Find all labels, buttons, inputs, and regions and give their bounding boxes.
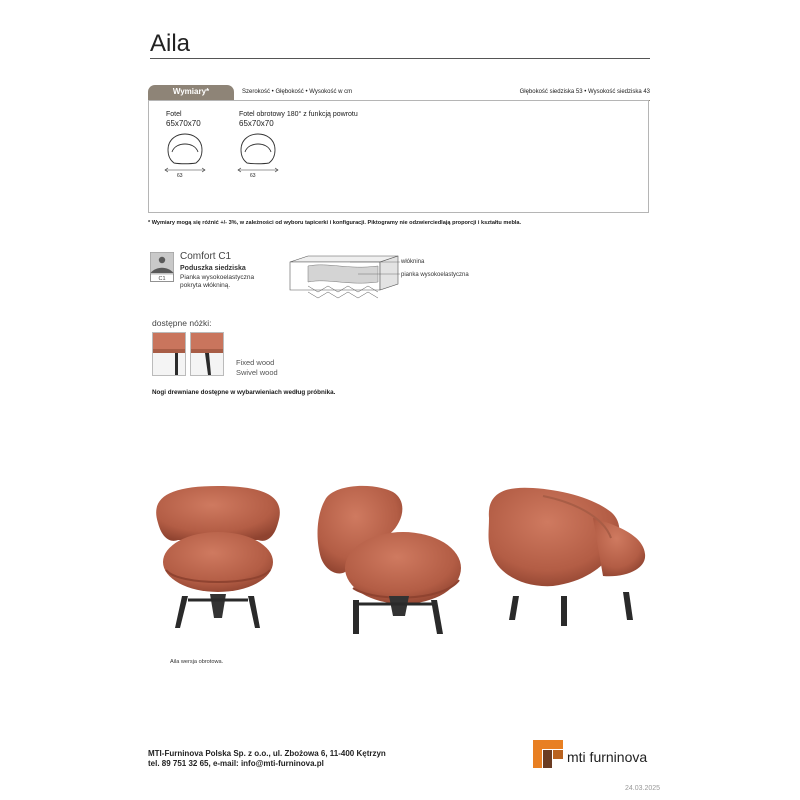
brand-name: mti furninova (567, 749, 648, 765)
comfort-icon-label: C1 (158, 276, 166, 282)
dimensions-box (148, 100, 649, 213)
product-size: 65x70x70 (166, 119, 201, 128)
legs-options (236, 358, 278, 378)
product-name: Fotel (166, 111, 182, 118)
document-date: 24.03.2025 (625, 785, 661, 792)
armchair-back-photo (489, 488, 646, 626)
comfort-title: Comfort C1 (180, 251, 232, 262)
leg-option-swivel-wood (190, 332, 224, 376)
width-mark: 63 (250, 173, 256, 179)
width-mark: 63 (177, 173, 183, 179)
mti-furninova-logo-icon (533, 740, 563, 768)
leg-option-label: Fixed wood (236, 358, 275, 367)
dimensions-tab: Wymiary* (148, 85, 234, 101)
footer-address: MTI-Furninova Polska Sp. z o.o., ul. Zbożowa 6, 11-400 Kętrzyn (148, 749, 386, 758)
leg-option-label: Swivel wood (236, 368, 278, 377)
product-size: 65x70x70 (239, 119, 274, 128)
armchair-pictogram-icon (160, 130, 210, 182)
cushion-layer-label: włóknina (401, 259, 425, 265)
cushion-cross-section-icon (288, 252, 403, 302)
cushion-layer-label: pianka wysokoelastyczna (401, 272, 469, 278)
swivel-armchair-pictogram-icon (233, 130, 283, 182)
seat-dimensions-label: Głębokość siedziska 53 • Wysokość siedziska 43 (519, 89, 650, 95)
footer-contact: tel. 89 751 32 65, e-mail: info@mti-furninova.pl (148, 759, 324, 768)
comfort-description: Pianka wysokoelastyczna pokryta włókniną. (180, 274, 255, 289)
armchair-front-photo (156, 486, 280, 628)
title-divider (150, 58, 650, 59)
photo-caption: Aila wersja obrotowa. (170, 659, 224, 665)
dimensions-units-label: Szerokość • Głębokość • Wysokość w cm (242, 89, 353, 95)
comfort-subtitle: Poduszka siedziska (180, 265, 246, 272)
dimensions-disclaimer: * Wymiary mogą się różnić +/- 3%, w zależności od wyboru tapicerki i konfiguracji. Piktogramy nie odzwierciedlają proporcji i kształtu mebla. (148, 220, 522, 226)
comfort-level-icon (150, 252, 174, 282)
leg-option-fixed-wood (152, 332, 186, 376)
page-title: Aila (150, 30, 191, 57)
armchair-side-photo (318, 486, 461, 634)
legs-note: Nogi drewniane dostępne w wybarwieniach według próbnika. (152, 389, 336, 396)
armchair-photos (148, 478, 653, 663)
product-name: Fotel obrotowy 180° z funkcją powrotu (239, 111, 358, 118)
legs-label: dostępne nóżki: (152, 318, 212, 328)
